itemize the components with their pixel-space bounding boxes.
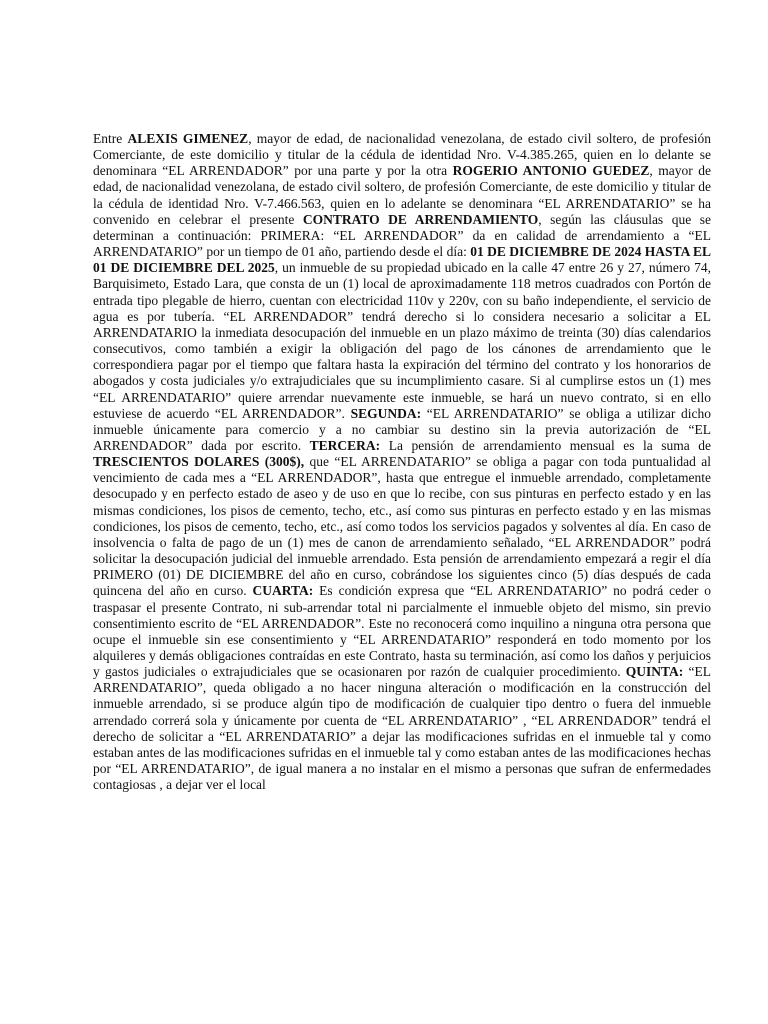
text-run: “EL ARRENDATARIO”, queda obligado a no hacer ninguna alteración o modificación en la construcción del inmueble arrendado, si se produce algún tipo de modificación de cualquier tipo dentro o fuera del inmueble arrendado correrá sola y únicamente por cuenta de “EL ARRENDATARIO” , “EL ARRENDADOR” tendrá el derecho de solicitar a “EL ARRENDATARIO” a dejar las modificaciones sufridas en el inmueble tal y como estaban antes de las modificaciones sufridas en el inmueble tal y como estaban antes de las modificaciones hechas por “EL ARRENDATARIO”, de igual manera a no instalar en el mismo a personas que sufran de enfermedades contagiosas , a dejar ver el local [93, 664, 711, 793]
contract-body-text [93, 131, 711, 793]
bold-text-run: CONTRATO DE ARRENDAMIENTO [302, 211, 539, 227]
text-run: , un inmueble de su propiedad ubicado en la calle 47 entre 26 y 27, número 74, Barquisimeto, Estado Lara, que consta de un (1) local de aproximadamente 118 metros cuadrados con Portón de entrada tipo plegable de hierro, cuentan con electricidad 110v y 220v, con su baño independiente, el servicio de agua es por tubería. “EL ARRENDADOR” tendrá derecho si lo considera necesario a solicitar a EL ARRENDATARIO la inmediata desocupación del inmueble en un plazo máximo de treinta (30) días calendarios consecutivos, como también a exigir la obligación del pago de los cánones de arrendamiento que le correspondiera pagar por el tiempo que faltara hasta la expiración del término del contrato y los honorarios de abogados y costa judiciales y/o extrajudiciales que su incumplimiento casare. Si al cumplirse estos un (1) mes “EL ARRENDATARIO” quiere arrendar nuevamente este inmueble, se hará un nuevo contrato, si en ello estuviese de acuerdo “EL ARRENDADOR”. [93, 260, 711, 421]
text-run: que “EL ARRENDATARIO” se obliga a pagar con toda puntualidad al vencimiento de cada mes a “EL ARRENDADOR”, hasta que entregue el inmueble arrendado, completamente desocupado y en perfecto estado de aseo y de uso en que lo recibe, con sus pinturas en perfecto estado y en las mismas condiciones, los pisos de cemento, techo, etc., así como sus pinturas en perfecto estado y en las mismas condiciones, los pisos de cemento, techo, etc., así como todos los servicios pagados y solventes al día. En caso de insolvencia o falta de pago de un (1) mes de canon de arrendamiento señalado, “EL ARRENDADOR” podrá solicitar la desocupación judicial del inmueble arrendado. Esta pensión de arrendamiento empezará a regir el día PRIMERO (01) DE DICIEMBRE del año en curso, cobrándose los siguientes cinco (5) días después de cada quincena del año en curso. [93, 454, 711, 599]
text-run: , mayor de edad, de nacionalidad venezolana, de estado civil soltero, de profesión Comerciante, de este domicilio y titular de la cédula de identidad Nro. V-7.466.563, quien en lo adelante se denominara “EL ARRENDATARIO” se ha convenido en celebrar el presente [93, 163, 711, 227]
bold-text-run: SEGUNDA: [350, 405, 422, 421]
bold-text-run: TRESCIENTOS DOLARES (300$), [93, 454, 305, 470]
text-run: La pensión de arrendamiento mensual es la suma de [380, 437, 712, 453]
text-run: , según las cláusulas que se determinan a continuación: PRIMERA: “EL ARRENDADOR” da en calidad de arrendamiento a “EL ARRENDATARIO” por un tiempo de 01 año, partiendo desde el día: [93, 211, 712, 260]
bold-text-run: TERCERA: [309, 437, 381, 453]
text-run: Es condición expresa que “EL ARRENDATARIO” no podrá ceder o traspasar el presente Contrato, ni sub-arrendar total ni parcialmente el inmueble objeto del mismo, sin previo consentimiento escrito de “EL ARRENDADOR”. Este no reconocerá como inquilino a ninguna otra persona que ocupe el inmueble sin ese consentimiento y “EL ARRENDATARIO” responderá en todo momento por los alquileres y demás obligaciones contraídas en este Contrato, hasta su terminación, así como los daños y perjuicios y gastos judiciales o extrajudiciales que se ocasionaren por razón de cualquier procedimiento. [93, 583, 711, 680]
text-run: Entre [93, 131, 128, 146]
text-run: “EL ARRENDATARIO” se obliga a utilizar dicho inmueble únicamente para comercio y a no cambiar su destino sin la previa autorización de “EL ARRENDADOR” dada por escrito. [93, 405, 712, 453]
bold-text-run: ALEXIS GIMENEZ [127, 131, 249, 146]
bold-text-run: 01 DE DICIEMBRE DE 2024 HASTA EL 01 DE DICIEMBRE DEL 2025 [93, 244, 711, 276]
bold-text-run: QUINTA: [625, 664, 684, 680]
bold-text-run: ROGERIO ANTONIO GUEDEZ [452, 163, 650, 179]
bold-text-run: CUARTA: [252, 583, 314, 599]
text-run: , mayor de edad, de nacionalidad venezolana, de estado civil soltero, de profesión Comerciante, de este domicilio y titular de la cédula de identidad Nro. V-4.385.265, quien en lo delante se denominara “EL ARRENDADOR” por una parte y por la otra [93, 131, 711, 179]
